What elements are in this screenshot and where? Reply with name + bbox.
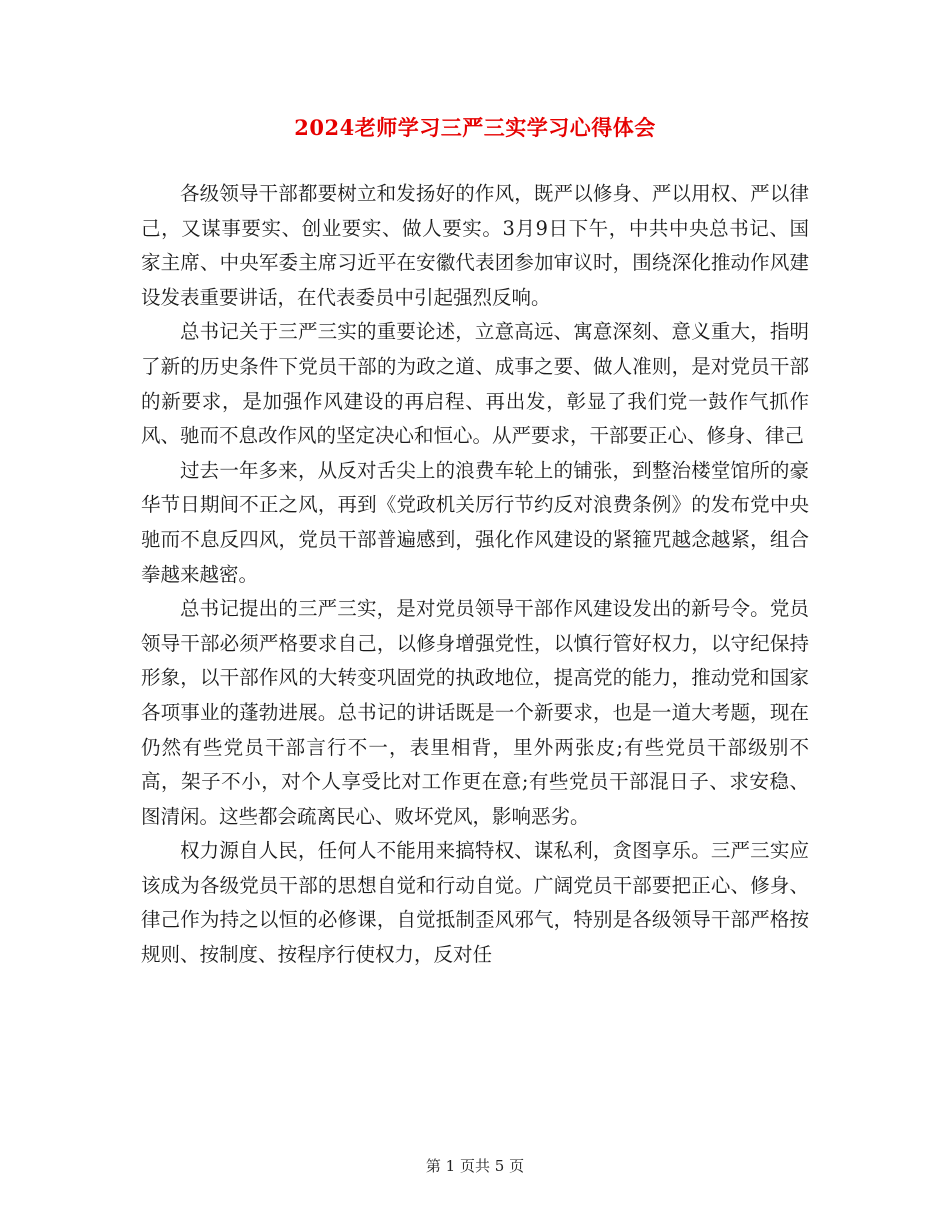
document-body xyxy=(141,177,809,973)
document-title: 2024老师学习三严三实学习心得体会 xyxy=(294,115,656,140)
paragraph: 总书记提出的三严三实，是对党员领导干部作风建设发出的新号令。党员领导干部必须严格要求自己，以修身增强党性，以慎行管好权力，以守纪保持形象，以干部作风的大转变巩固党的执政地位，提高党的能力，推动党和国家各项事业的蓬勃进展。总书记的讲话既是一个新要求，也是一道大考题，现在仍然有些党员干部言行不一，表里相背，里外两张皮;有些党员干部级别不高，架子不小，对个人享受比对工作更在意;有些党员干部混日子、求安稳、图清闲。这些都会疏离民心、败坏党风，影响恶劣。 xyxy=(141,597,809,828)
paragraph: 总书记关于三严三实的重要论述，立意高远、寓意深刻、意义重大，指明了新的历史条件下党员干部的为政之道、成事之要、做人准则，是对党员干部的新要求，是加强作风建设的再启程、再出发，彰显了我们党一鼓作气抓作风、驰而不息改作风的坚定决心和恒心。从严要求，干部要正心、修身、律己 xyxy=(141,320,809,448)
paragraph: 过去一年多来，从反对舌尖上的浪费车轮上的铺张，到整治楼堂馆所的豪华节日期间不正之风，再到《党政机关厉行节约反对浪费条例》的发布党中央驰而不息反四风，党员干部普遍感到，强化作风建设的紧箍咒越念越紧，组合拳越来越密。 xyxy=(141,458,809,586)
page-number-footer: 第 1 页共 5 页 xyxy=(425,1157,525,1175)
paragraph: 权力源自人民，任何人不能用来搞特权、谋私利，贪图享乐。三严三实应该成为各级党员干部的思想自觉和行动自觉。广阔党员干部要把正心、修身、律己作为持之以恒的必修课，自觉抵制歪风邪气，特别是各级领导干部严格按规则、按制度、按程序行使权力，反对任 xyxy=(141,839,809,967)
paragraph: 各级领导干部都要树立和发扬好的作风，既严以修身、严以用权、严以律己，又谋事要实、创业要实、做人要实。3月9日下午，中共中央总书记、国家主席、中央军委主席习近平在安徽代表团参加审议时，围绕深化推动作风建设发表重要讲话，在代表委员中引起强烈反响。 xyxy=(141,182,809,309)
